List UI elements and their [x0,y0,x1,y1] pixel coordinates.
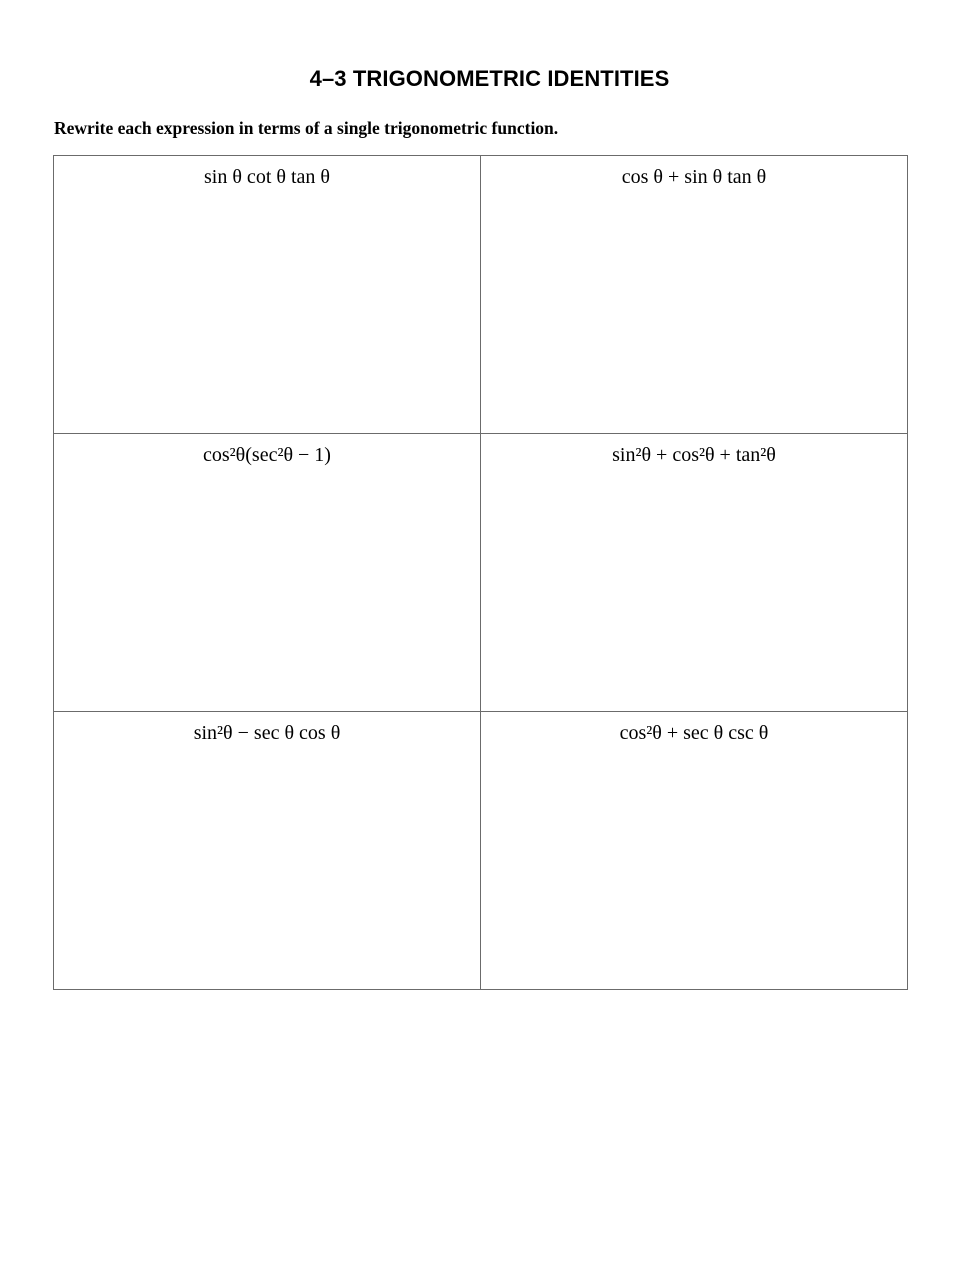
problem-expression-2: cos θ + sin θ tan θ [621,166,767,188]
problem-cell-3[interactable] [54,434,481,712]
problem-row [54,434,908,712]
instructions: Rewrite each expression in terms of a single trigonometric function. [54,118,559,138]
problem-cell-1[interactable] [54,156,481,434]
problem-expression-6: cos²θ + sec θ csc θ [619,722,769,744]
problem-expression-5: sin²θ − sec θ cos θ [193,722,341,744]
page-title: 4–3 TRIGONOMETRIC IDENTITIES [309,66,670,91]
problem-row [54,156,908,434]
problem-cell-5[interactable] [54,712,481,990]
problem-grid [53,155,908,990]
problem-expression-3: cos²θ(sec²θ − 1) [203,444,331,466]
problem-cell-2[interactable] [481,156,908,434]
problem-cell-6[interactable] [481,712,908,990]
problem-expression-4: sin²θ + cos²θ + tan²θ [612,444,776,466]
problem-expression-1: sin θ cot θ tan θ [204,166,330,188]
problem-cell-4[interactable] [481,434,908,712]
problem-row [54,712,908,990]
